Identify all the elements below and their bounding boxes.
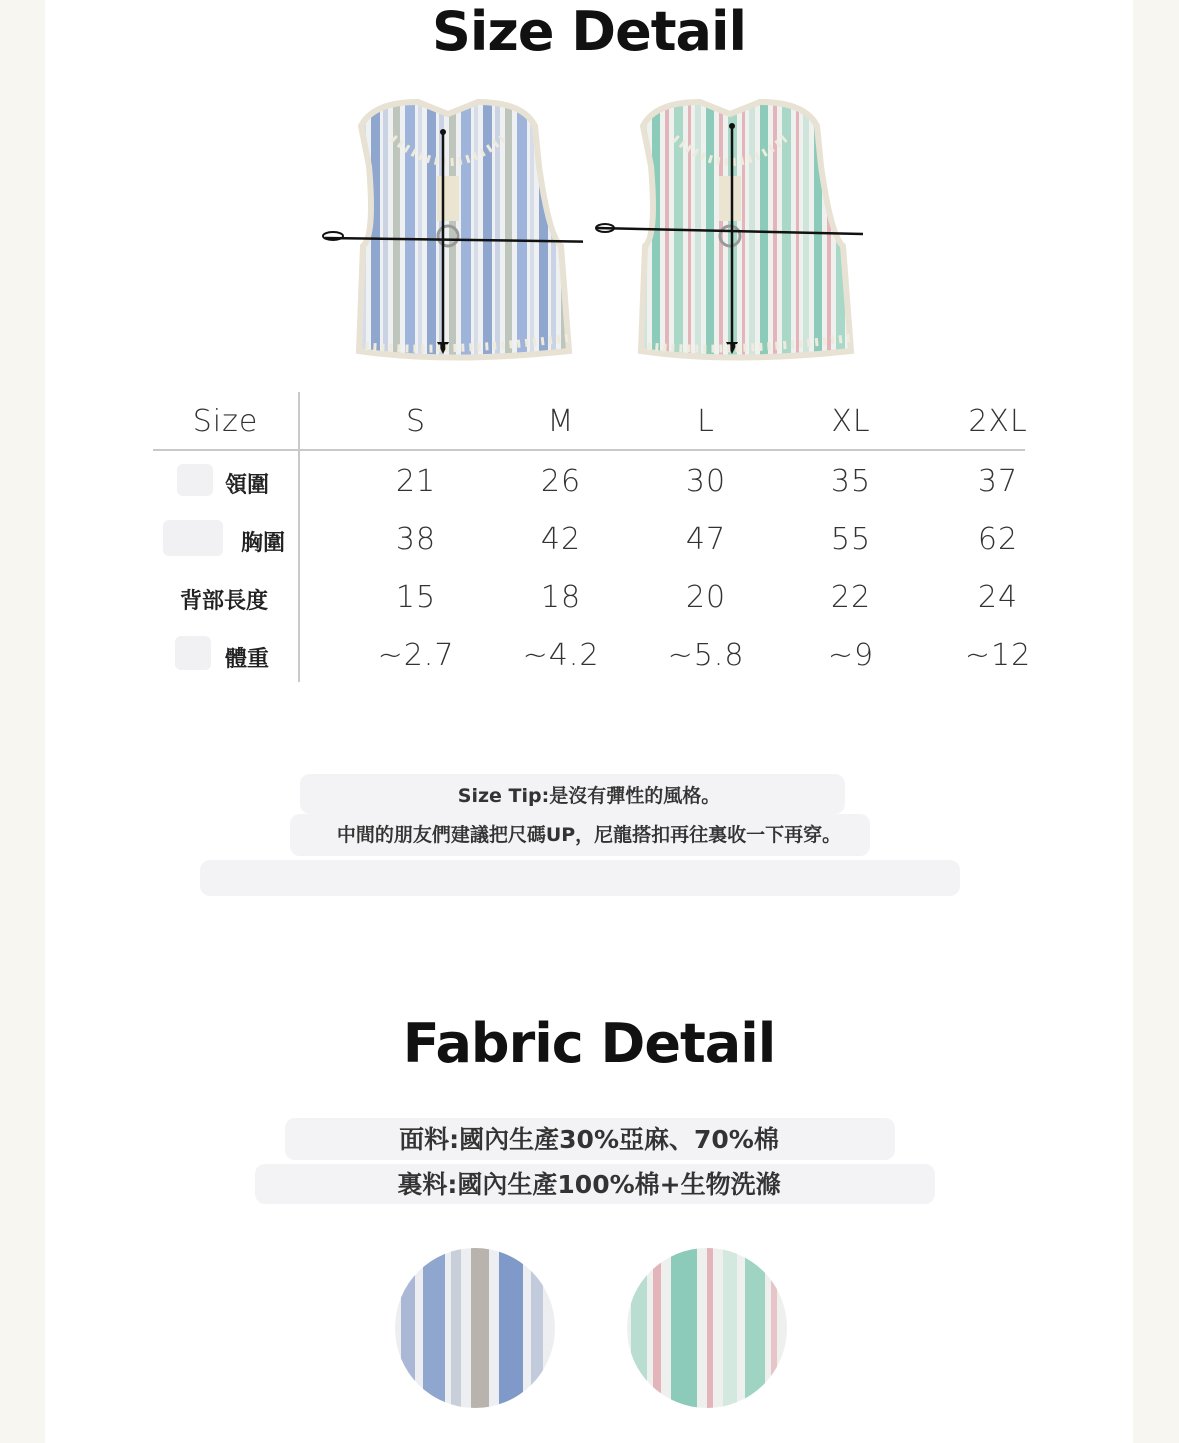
size-col-header: XL [831, 404, 871, 439]
size-detail-title: Size Detail [432, 0, 746, 63]
table-cell: 24 [977, 580, 1019, 615]
table-cell: 35 [830, 464, 872, 499]
size-col-header: 2XL [968, 404, 1028, 439]
size-col-header: S [405, 404, 427, 439]
size-tip-line-2: 中間的朋友們建議把尺碼UP，尼龍搭扣再往裏收一下再穿。 [336, 824, 842, 846]
table-cell: 38 [395, 522, 437, 557]
table-divider-vertical [298, 392, 300, 682]
table-cell: 42 [540, 522, 582, 557]
table-cell: 18 [540, 580, 582, 615]
table-cell: 22 [830, 580, 872, 615]
fabric-outer-material: 面料:國內生產30%亞麻、70%棉 [399, 1125, 779, 1154]
row-label-neck: 領圍 [224, 473, 269, 498]
blue-fabric-swatch [395, 1248, 555, 1408]
size-header-label: Size [192, 404, 259, 439]
mint-fabric-swatch [627, 1248, 787, 1408]
table-cell: ~12 [964, 638, 1032, 673]
table-divider-horizontal [153, 449, 1025, 451]
table-cell: 15 [395, 580, 437, 615]
product-detail-page [45, 0, 1133, 1443]
row-label-back-length: 背部長度 [179, 589, 268, 614]
size-table [153, 392, 1032, 682]
mint-vest-image [595, 96, 865, 371]
fabric-detail-title: Fabric Detail [402, 1012, 776, 1075]
table-cell: 62 [977, 522, 1019, 557]
table-cell: ~9 [827, 638, 875, 673]
row-label-weight: 體重 [224, 647, 269, 672]
size-col-header: M [547, 404, 575, 439]
blue-vest-image [313, 96, 583, 371]
table-cell: ~5.8 [667, 638, 745, 673]
row-label-chest: 胸圍 [240, 531, 285, 556]
table-cell: 47 [685, 522, 727, 557]
table-cell: 21 [395, 464, 437, 499]
size-tip-line-1: Size Tip:是沒有彈性的風格。 [457, 785, 721, 807]
fabric-lining-material: 裏料:國內生產100%棉+生物洗滌 [397, 1170, 781, 1199]
table-cell: 20 [685, 580, 727, 615]
table-cell: ~4.2 [522, 638, 600, 673]
faded-background-band [200, 860, 960, 896]
table-cell: 55 [830, 522, 872, 557]
table-cell: ~2.7 [377, 638, 455, 673]
table-cell: 37 [977, 464, 1019, 499]
table-cell: 26 [540, 464, 582, 499]
table-cell: 30 [685, 464, 727, 499]
size-col-header: L [697, 404, 715, 439]
